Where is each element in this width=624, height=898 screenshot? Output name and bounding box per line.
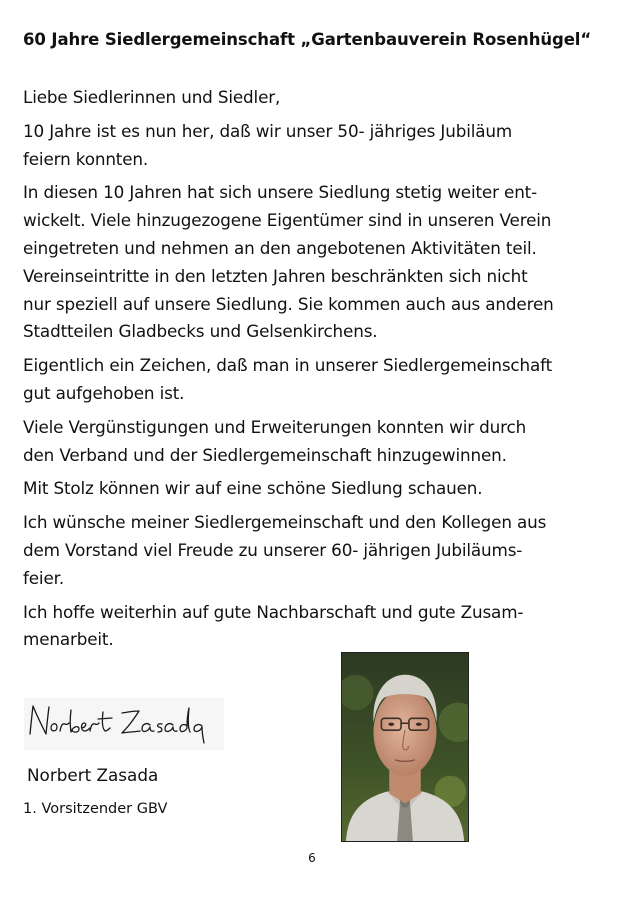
text-line: Viele Vergünstigungen und Erweiterungen konnten wir durch bbox=[23, 416, 527, 437]
paragraph bbox=[23, 414, 613, 470]
signer-name: Norbert Zasada bbox=[27, 765, 159, 785]
paragraph bbox=[23, 475, 613, 503]
paragraph bbox=[23, 352, 613, 408]
signer-role: 1. Vorsitzender GBV bbox=[23, 801, 168, 817]
portrait-photo bbox=[341, 652, 469, 842]
letter-body bbox=[23, 84, 613, 660]
text-line: Ich hoffe weiterhin auf gute Nachbarschaft und gute Zusam- bbox=[23, 601, 524, 622]
text-line: Vereinseintritte in den letzten Jahren beschränkten sich nicht bbox=[23, 265, 528, 286]
text-line: eingetreten und nehmen an den angebotenen Aktivitäten teil. bbox=[23, 237, 537, 258]
text-line: menarbeit. bbox=[23, 629, 114, 650]
paragraph bbox=[23, 179, 613, 346]
text-line: dem Vorstand viel Freude zu unserer 60- jährigen Jubiläums- bbox=[23, 539, 523, 560]
text-line: feier. bbox=[23, 567, 65, 588]
text-line: Ich wünsche meiner Siedlergemeinschaft und den Kollegen aus bbox=[23, 512, 547, 533]
text-line: gut aufgehoben ist. bbox=[23, 382, 185, 403]
paragraph bbox=[23, 118, 613, 174]
text-line: feiern konnten. bbox=[23, 148, 149, 169]
paragraph bbox=[23, 599, 613, 655]
text-line: Eigentlich ein Zeichen, daß man in unserer Siedlergemeinschaft bbox=[23, 355, 553, 376]
text-line: wickelt. Viele hinzugezogene Eigentümer sind in unseren Verein bbox=[23, 210, 552, 231]
text-line: den Verband und der Siedlergemeinschaft hinzugewinnen. bbox=[23, 444, 507, 465]
text-line: nur speziell auf unsere Siedlung. Sie kommen auch aus anderen bbox=[23, 293, 554, 314]
paragraph-salutation bbox=[23, 84, 613, 112]
page-title: 60 Jahre Siedlergemeinschaft „Gartenbauverein Rosenhügel“ bbox=[23, 30, 592, 49]
text-line: Mit Stolz können wir auf eine schöne Siedlung schauen. bbox=[23, 478, 483, 499]
text-line: Liebe Siedlerinnen und Siedler, bbox=[23, 87, 281, 107]
text-line: In diesen 10 Jahren hat sich unsere Siedlung stetig weiter ent- bbox=[23, 182, 538, 203]
text-line: 10 Jahre ist es nun her, daß wir unser 50- jähriges Jubiläum bbox=[23, 120, 513, 141]
paragraph bbox=[23, 509, 613, 592]
handwritten-signature bbox=[24, 698, 224, 750]
text-line: Stadtteilen Gladbecks und Gelsenkirchens. bbox=[23, 321, 378, 342]
page-number: 6 bbox=[308, 851, 316, 865]
